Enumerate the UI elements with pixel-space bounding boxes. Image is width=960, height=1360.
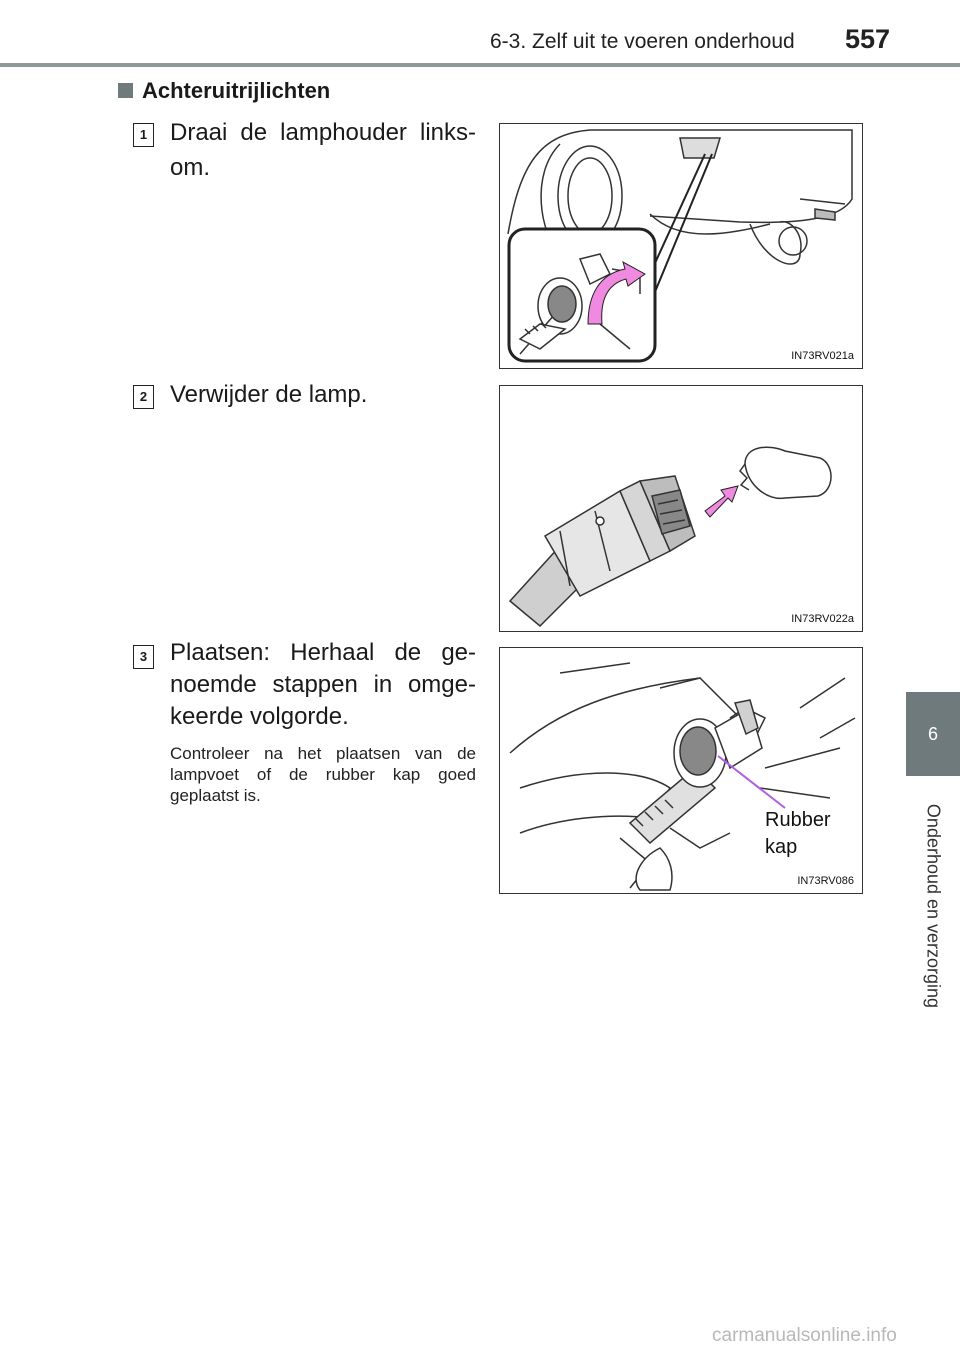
figure-code-3: IN73RV086 [797,875,854,887]
step-text-2: Verwijder de lamp. [170,381,368,408]
header-rule [0,63,960,67]
chapter-tab-title-text: Onderhoud en verzorging [923,803,944,1009]
figure-1-illustration [500,124,862,368]
step-text-3: Plaatsen: Herhaal de ge-noemde stappen in omge-keerde volgorde. [170,639,476,730]
figure-install-rubber-cap [499,647,863,894]
chapter-tab-title [906,780,960,1032]
callout-line-2: kap [765,836,798,858]
figure-2-illustration [500,386,862,631]
figure-lamp-holder-rotate [499,123,863,369]
figure-code-2: IN73RV022a [791,613,854,625]
step-number-2: 2 [133,385,154,409]
running-header: 6-3. Zelf uit te voeren onderhoud [490,30,795,53]
section-title-text: Achteruitrijlichten [142,78,331,103]
step-number-3: 3 [133,645,154,669]
section-square-icon [118,83,133,98]
chapter-tab-number: 6 [906,692,960,776]
watermark: carmanualsonline.info [712,1325,897,1346]
figure-code-1: IN73RV021a [791,350,854,362]
step-text-1: Draai de lamphouder links-om. [170,119,476,181]
callout-rubber-cap [765,807,831,861]
step-number-1: 1 [133,123,154,147]
step-note-3: Controleer na het plaatsen van de lampvoet of de rubber kap goed geplaatst is. [170,744,476,805]
callout-line-1: Rubber [765,809,831,831]
page-number: 557 [845,24,891,54]
figure-remove-bulb [499,385,863,632]
section-title [118,78,330,104]
